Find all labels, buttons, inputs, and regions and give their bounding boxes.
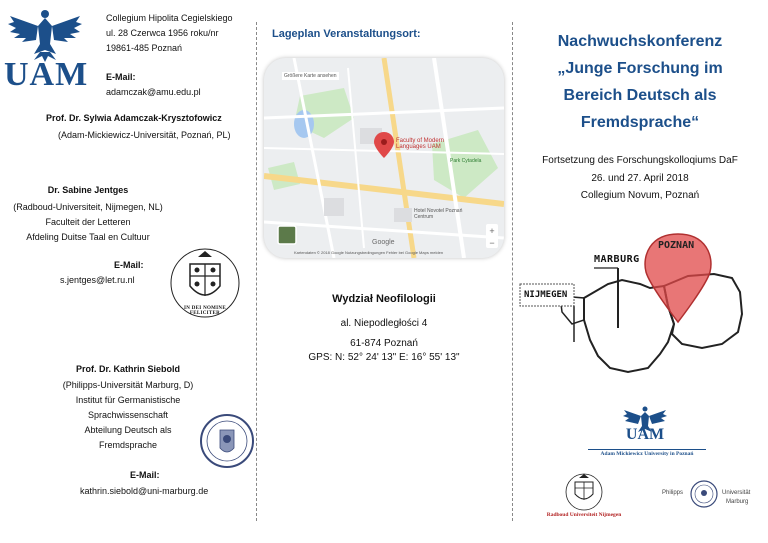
map-place-label: Faculty of Modern Languages UAM — [396, 138, 445, 150]
conference-venue: Collegium Novum, Poznań — [580, 190, 700, 201]
person2-department: Afdeling Duitse Taal en Cultuur — [26, 232, 150, 242]
sketch-map — [518, 232, 760, 380]
sketch-label-marburg: MARBURG — [594, 254, 640, 265]
person2-name: Dr. Sabine Jentges — [47, 185, 129, 195]
conference-subtitle: Fortsetzung des Forschungskolloqiums DaF — [542, 155, 738, 166]
address-line-2: ul. 28 Czerwca 1956 roku/nr — [106, 28, 219, 38]
marburg-seal-icon — [200, 406, 254, 476]
address-line-3: 19861-485 Poznań — [106, 43, 183, 53]
sketch-label-nijmegen: NIJMEGEN — [524, 290, 568, 300]
map-google-logo: Google — [372, 239, 395, 246]
conference-title-2: „Junge Forschung im — [557, 60, 723, 77]
map-hotel-label: Hotel Novotel Poznań Centrum — [414, 208, 463, 220]
svg-text:+: + — [489, 226, 495, 236]
map-larger-link[interactable]: Größere Karte ansehen — [284, 73, 337, 79]
street-address: al. Niepodległości 4 — [340, 318, 428, 329]
person3-institute: Institut für Germanistische — [75, 395, 181, 405]
person3-institute-2: Sprachwissenschaft — [87, 410, 169, 420]
uam-logo-text: UAM — [4, 56, 89, 93]
radboud-caption: Radboud Universiteit Nijmegen — [546, 512, 622, 518]
map-footer: Kartendaten © 2018 Google Nutzungsbedingungen Fehler bei Google Maps melden — [294, 250, 444, 255]
radboud-logo-footer — [560, 472, 608, 512]
uam-caption: Adam Mickiewicz University in Poznań — [588, 449, 706, 457]
marburg-seal — [200, 406, 254, 476]
conference-title-1: Nachwuchskonferenz — [557, 33, 723, 50]
person3-department-2: Fremdsprache — [98, 440, 158, 450]
person2-faculty: Faculteit der Letteren — [45, 217, 131, 227]
column-divider-1 — [256, 22, 257, 521]
conference-title-4: Fremdsprache“ — [580, 114, 700, 131]
map-heading: Lageplan Veranstaltungsort: — [272, 28, 421, 40]
person1-affiliation: (Adam-Mickiewicz-Universität, Poznań, PL) — [58, 130, 231, 140]
email-link-2[interactable]: s.jentges@let.ru.nl — [60, 275, 135, 285]
uam-logo-footer — [620, 404, 670, 450]
uam-logo-footer-text: UAM — [625, 426, 665, 443]
philipps-right-text: Universität — [722, 490, 751, 496]
radboud-seal-text: IN DEI NOMINE FELICITER — [184, 306, 226, 316]
radboud-logo-icon — [560, 472, 608, 512]
email-label-1: E-Mail: — [106, 72, 136, 82]
person1-name: Prof. Dr. Sylwia Adamczak-Krysztofowicz — [46, 113, 222, 123]
sketch-label-poznan: POZNAN — [658, 240, 695, 251]
person2-affiliation: (Radboud-Universiteit, Nijmegen, NL) — [13, 202, 163, 212]
faculty-name: Wydział Neofilologii — [332, 293, 436, 305]
philipps-sub-text: Marburg — [726, 499, 749, 505]
map-park-label: Park Cytadela — [450, 158, 482, 164]
philipps-left-text: Philipps — [662, 490, 684, 496]
conference-dates: 26. und 27. April 2018 — [591, 173, 689, 184]
gps-coordinates: GPS: N: 52° 24' 13" E: 16° 55' 13" — [308, 352, 460, 363]
conference-title-3: Bereich Deutsch als — [563, 87, 717, 104]
person3-department: Abteilung Deutsch als — [84, 425, 172, 435]
city-address: 61-874 Poznań — [350, 338, 418, 349]
philipps-seal — [690, 480, 718, 508]
email-label-3: E-Mail: — [130, 470, 160, 480]
address-line-1: Collegium Hipolita Cegielskiego — [106, 13, 233, 23]
uam-logo — [4, 4, 89, 96]
location-map[interactable] — [264, 58, 504, 258]
svg-text:−: − — [489, 238, 495, 248]
email-label-2: E-Mail: — [114, 260, 144, 270]
person3-name: Prof. Dr. Kathrin Siebold — [75, 364, 180, 374]
email-link-3[interactable]: kathrin.siebold@uni-marburg.de — [80, 486, 209, 496]
philipps-seal-icon — [690, 480, 718, 508]
radboud-seal — [168, 246, 242, 320]
email-link-1[interactable]: adamczak@amu.edu.pl — [106, 87, 201, 97]
person3-affiliation: (Philipps-Universität Marburg, D) — [62, 380, 194, 390]
